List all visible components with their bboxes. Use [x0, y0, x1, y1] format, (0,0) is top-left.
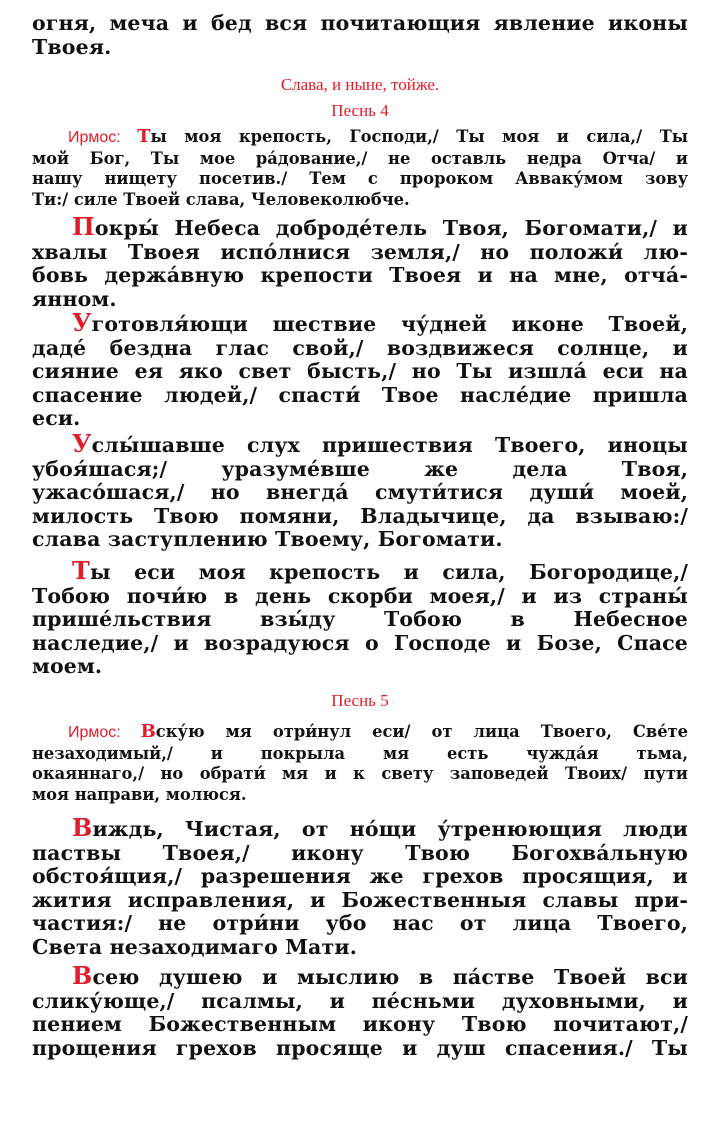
troparion	[32, 556, 688, 679]
text-line: слику́юще,/ псалмы, и пе́сньми духовными, и	[32, 988, 688, 1013]
irmos-label: Ирмос:	[68, 724, 141, 741]
irmos-line-text: ску́ю мя отри́нул еси/ от лица Твоего, Све́те	[155, 722, 688, 741]
text-line: пением Божественным икону Твою почитают,/	[32, 1012, 688, 1036]
text-line: прише́льствия взы́ду Тобою в Небесное	[32, 607, 688, 631]
drop-capital: У	[72, 429, 92, 458]
text-line-body: окры́ Небеса доброде́тель Твоя, Богомати,/ и	[94, 216, 688, 240]
text-line: Света незаходимаго Мати.	[32, 934, 357, 959]
text-line: янном.	[32, 286, 117, 311]
irmos-line: незаходимый,/ и покрыла мя есть чужда́я тьма,	[32, 743, 688, 763]
irmos-label: Ирмос:	[68, 129, 138, 146]
troparion	[32, 308, 688, 431]
text-line: ужасо́шася,/ но внегда́ смути́тися души́ моей,	[32, 480, 688, 504]
text-line: прощения грехов просяще и душ спасения./ Ты	[32, 1035, 688, 1060]
drop-capital: В	[72, 813, 93, 842]
ode-4-heading: Песнь 4	[331, 101, 389, 120]
text-line: паствы Твоея,/ икону Твою Богохва́льную	[32, 840, 688, 865]
troparion	[32, 429, 688, 552]
text-line	[32, 556, 688, 585]
text-line: Тобою почи́ю в день скорби моея,/ и из страны́	[32, 583, 688, 608]
text-line: огня, меча и бед вся почитающия явление иконы	[32, 11, 688, 35]
irmos-line: окаяннаго,/ но обрати́ мя и к свету заповедей Твоих/ пути	[32, 764, 688, 783]
drop-capital: П	[72, 212, 95, 241]
ode-4-irmos	[32, 127, 688, 210]
text-line: бовь держа́вную крепости Твоея и на мне, отча́-	[32, 263, 688, 287]
troparion	[32, 961, 688, 1060]
text-line	[32, 212, 688, 241]
text-line-body: ы еси моя крепость и сила, Богородице,/	[90, 560, 688, 584]
troparion	[32, 212, 688, 311]
text-line: хвалы Твоея испо́лнися земля,/ но положи́ лю-	[32, 239, 688, 264]
drop-capital: У	[72, 308, 92, 337]
slava-heading: Слава, и ныне, тойже.	[280, 75, 440, 94]
text-line: милость Твою помяни, Владычице, да взываю:/	[32, 503, 688, 528]
irmos-line: моя направи, молюся.	[32, 784, 247, 804]
continuation-paragraph	[32, 12, 688, 59]
ode-5-heading: Песнь 5	[331, 691, 389, 710]
text-line: спасение людей,/ спасти́ Твое насле́дие пришла	[32, 382, 688, 407]
text-line: обстоя́щия,/ разрешения же грехов просящия, и	[32, 864, 688, 888]
troparion	[32, 813, 688, 959]
page	[32, 0, 688, 1131]
ode-5-irmos	[32, 722, 688, 805]
text-line: убоя́шася;/ уразуме́вше же дела Твоя,	[32, 456, 688, 481]
text-line-body: слы́шавше слух пришествия Твоего, иноцы	[91, 433, 688, 457]
drop-capital: Т	[137, 126, 151, 147]
text-line: даде́ бездна глас свой,/ воздвижеся солнце, и	[32, 335, 688, 360]
irmos-line: нашу нищету посетив./ Тем с пророком Авваку́мом зову	[32, 169, 688, 188]
text-line: сияние ея яко свет бысть,/ но Ты изшла́ еси на	[32, 359, 688, 383]
irmos-line: Ти:/ силе Твоей слава, Человеколюбче.	[32, 189, 410, 209]
text-line: жития исправления, и Божественныя славы при-	[32, 887, 688, 912]
text-line: слава заступлению Твоему, Богомати.	[32, 527, 503, 551]
text-line	[32, 308, 688, 337]
irmos-line-text: ы моя крепость, Господи,/ Ты моя и сила,/ Ты	[150, 127, 689, 146]
drop-capital: Т	[72, 556, 91, 585]
drop-capital: В	[140, 721, 156, 742]
text-line	[32, 813, 688, 842]
irmos-line	[32, 127, 688, 149]
irmos-line	[32, 722, 688, 744]
text-line: частия:/ не отри́ни убо нас от лица Твоего,	[32, 911, 688, 935]
text-line	[32, 961, 688, 990]
text-line	[32, 429, 688, 458]
text-line: еси.	[32, 406, 81, 430]
text-line-body: сею душею и мыслию в па́стве Твоей вси	[92, 965, 688, 989]
text-line-body: готовля́ющи шествие чу́дней иконе Твоей,	[91, 312, 688, 336]
text-line: Твоея.	[32, 34, 112, 59]
text-line: наследие,/ и возрадуюся о Господе и Бозе, Спасе	[32, 630, 688, 655]
irmos-line: мой Бог, Ты мое ра́дование,/ не оставль недра Отча/ и	[32, 148, 688, 168]
drop-capital: В	[72, 961, 93, 990]
text-line-body: иждь, Чистая, от но́щи у́тренюющия люди	[92, 817, 688, 841]
text-line: моем.	[32, 654, 103, 678]
